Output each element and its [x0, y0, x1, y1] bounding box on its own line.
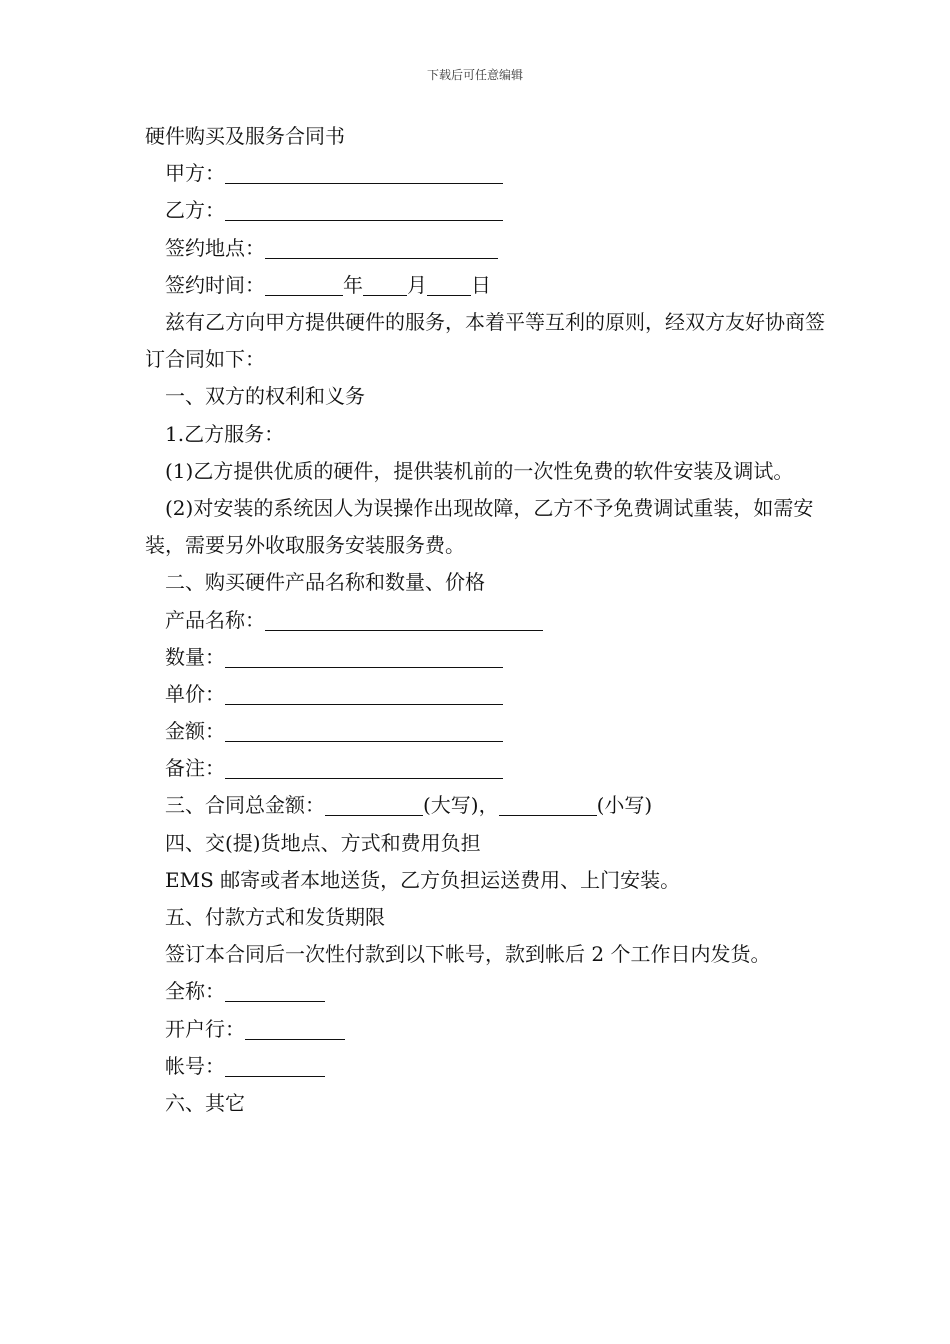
day-blank[interactable] — [427, 273, 471, 296]
unit-price-blank[interactable] — [225, 682, 503, 705]
intro-paragraph: 兹有乙方向甲方提供硬件的服务，本着平等互利的原则，经双方友好协商签订合同如下： — [145, 309, 825, 372]
bank-blank[interactable] — [245, 1017, 345, 1040]
party-b-blank[interactable] — [225, 198, 503, 221]
quantity-label: 数量： — [165, 644, 225, 669]
page-header-note: 下载后可任意编辑 — [426, 68, 523, 82]
remark-blank[interactable] — [225, 756, 503, 779]
unit-price-row — [145, 676, 825, 713]
section-1-1-heading: 1.乙方服务： — [165, 421, 285, 446]
unit-price-label: 单价： — [165, 681, 225, 706]
bank-label: 开户行： — [165, 1016, 245, 1041]
amount-blank[interactable] — [225, 719, 503, 742]
quantity-row — [145, 639, 825, 676]
amount-label: 金额： — [165, 719, 225, 744]
sign-time-row — [145, 267, 825, 304]
delivery-text: EMS 邮寄或者本地送货，乙方负担运送费用、上门安装。 — [165, 867, 681, 892]
full-name-label: 全称： — [165, 979, 225, 1004]
bank-row — [145, 1011, 825, 1048]
account-row — [145, 1048, 825, 1085]
service-item-1: (1)乙方提供优质的硬件，提供装机前的一次性免费的软件安装及调试。 — [165, 458, 794, 483]
account-blank[interactable] — [225, 1054, 325, 1077]
total-upper-label: (大写)， — [423, 793, 499, 818]
contract-document — [145, 118, 825, 1122]
sign-place-blank[interactable] — [265, 236, 498, 259]
product-name-label: 产品名称： — [165, 607, 265, 632]
account-label: 帐号： — [165, 1053, 225, 1078]
remark-row — [145, 750, 825, 787]
product-name-blank[interactable] — [265, 608, 543, 631]
sign-time-label: 签约时间： — [165, 272, 265, 297]
service-item-2: (2)对安装的系统因人为误操作出现故障，乙方不予免费调试重装，如需安装，需要另外收取服务安装服务费。 — [145, 495, 814, 558]
document-title: 硬件购买及服务合同书 — [145, 124, 345, 148]
section-3-row — [145, 787, 825, 824]
party-a-row — [145, 155, 825, 192]
sign-place-label: 签约地点： — [165, 235, 265, 260]
product-name-row — [145, 602, 825, 639]
remark-label: 备注： — [165, 756, 225, 781]
party-b-label: 乙方： — [165, 198, 225, 223]
sign-place-row — [145, 230, 825, 267]
party-b-row — [145, 192, 825, 229]
month-label: 月 — [407, 272, 427, 297]
section-6-heading: 六、其它 — [165, 1090, 245, 1115]
year-blank[interactable] — [265, 273, 343, 296]
section-5-heading: 五、付款方式和发货期限 — [165, 905, 385, 930]
party-a-blank[interactable] — [225, 161, 503, 184]
payment-paragraph: 签订本合同后一次性付款到以下帐号，款到帐后 2 个工作日内发货。 — [165, 942, 771, 967]
month-blank[interactable] — [363, 273, 407, 296]
full-name-blank[interactable] — [225, 979, 325, 1002]
party-a-label: 甲方： — [165, 161, 225, 186]
section-1-heading: 一、双方的权利和义务 — [165, 384, 365, 409]
total-upper-blank[interactable] — [325, 793, 423, 816]
section-2-heading: 二、购买硬件产品名称和数量、价格 — [165, 570, 485, 595]
quantity-blank[interactable] — [225, 645, 503, 668]
year-label: 年 — [343, 272, 363, 297]
total-lower-blank[interactable] — [499, 793, 597, 816]
full-name-row — [145, 973, 825, 1010]
total-lower-label: (小写) — [596, 793, 653, 818]
section-3-label: 三、合同总金额： — [165, 793, 325, 818]
amount-row — [145, 713, 825, 750]
day-label: 日 — [471, 272, 491, 297]
section-4-heading: 四、交(提)货地点、方式和费用负担 — [165, 830, 481, 855]
